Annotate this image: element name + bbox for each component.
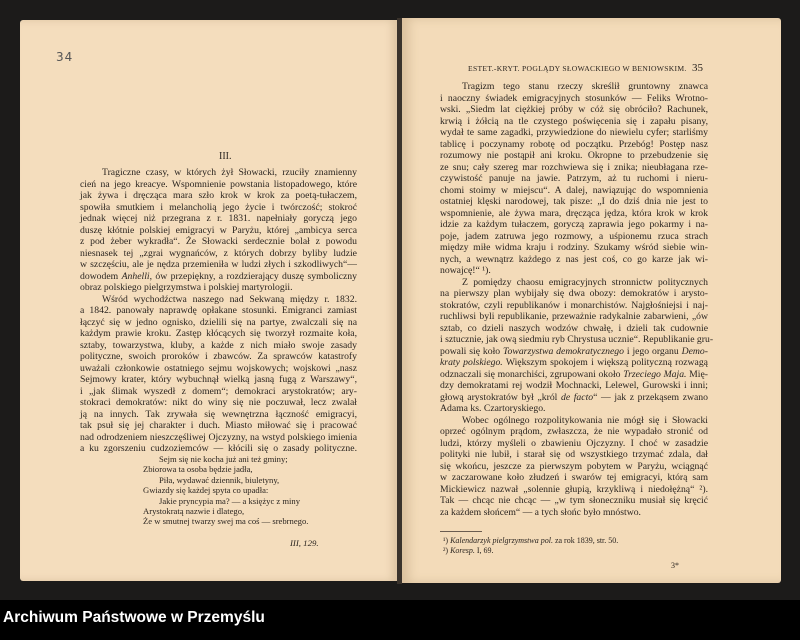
text-line: ostatniej klęski narodowej, tak pisze: „I do dziś dnia nie jest to	[440, 196, 708, 207]
text-line: dzy demokratami rej wodził Mochnacki, Lelewel, Gurowski i inni;	[440, 380, 708, 391]
text-line: się wkońcu, jeszcze za pierwszym pobytem w Paryżu, wciągnąć	[440, 460, 708, 472]
text-line: na pierwszy plan wybijały się dwa obozy: demokratów i arysto-	[440, 288, 708, 299]
text-line: krwią i żółcią na tle czystego poświęcenia się i zapału pisany,	[440, 115, 708, 127]
text-line: za każdem słońcem“ — a tych słońc było mnóstwo.	[440, 506, 641, 518]
text-line: uważali członkowie ostatniego sejmu wojskowych; wojskowi „nasz	[80, 362, 357, 374]
poem-quote	[143, 454, 308, 527]
text-line: a ku zgorszeniu cudzoziemców — kłócili się o zasady polityczne.	[80, 443, 357, 454]
text-line: ją na innych. Tak zrywała się wewnętrzna łączność emigracyi,	[80, 408, 357, 420]
text-line: nych, a wewnątrz każdego z nas jest coś, co go karze jak wi-	[440, 253, 708, 265]
italic-text: Trzeciego Maja.	[623, 368, 687, 380]
text-line: poje, jadem zatruwa jego rozmowy, a uśpionemu rzuca strach	[440, 230, 708, 242]
text-line: obraz polskiego pielgrzymstwa i polskiej martyrologii.	[80, 282, 293, 293]
text-line: wski. „Siedm lat ciężkiej próby w cóż się obróciło? Rachunek,	[440, 104, 708, 115]
text-line: między miłe widma kraju i rodziny. Szukamy wśród siebie win-	[440, 242, 708, 253]
text-segment: Większym spokojem i większą polityczną rozwagą	[502, 357, 708, 368]
right-body-text	[440, 81, 714, 518]
handwritten-page-number: 34	[56, 50, 74, 64]
text-line: ze snu; cały szereg mar rozchwiewa się i znika; nieubłagana rze-	[440, 161, 708, 173]
text-segment: odznaczali się monarchiści, zgrupowani około	[440, 368, 624, 380]
text-segment: i jego organu	[623, 345, 682, 357]
text-line: chomi stoimy w miejscu“. A dalej, nawiązując do wspomnienia	[440, 184, 708, 196]
poem-line: Sejm się nie kocha już ani też gminy;	[159, 454, 288, 464]
text-line: duszę kłótnie polskiej emigracyi w Paryżu, której „ambicya serca	[80, 224, 357, 236]
italic-text: Demo-	[681, 345, 708, 357]
text-line: cień na jego kreacye. Wspomnienie powstania listopadowego, które	[80, 178, 357, 190]
running-head: ESTET.-KRYT. POGLĄDY SŁOWACKIEGO W BENIOWSKIM.	[468, 64, 687, 73]
page-number: 35	[692, 62, 703, 74]
poem-line: Zbiorowa ta osoba będzie jadła,	[143, 464, 253, 475]
text-line: niesnasek tej „zgrai wygnańców, z których dobrzy byliby ludzie	[80, 247, 357, 259]
text-line: Mickiewicz nazwał „solennie głupią, krzykliwą i niedołężną“ ²).	[440, 483, 708, 495]
text-line: sztaby, towarzystwa, kluby, a każde z nich miało swoje zasady	[80, 339, 357, 351]
text-line: a 1842. panowały naprawdę opłakane stosunki. Emigranci zamiast	[80, 305, 357, 316]
text-line: stokratów, czyli republikanów i monarchistów. Najgłośniejsi i naj-	[440, 299, 708, 311]
poem-line: Arystokratą nazwie i dlatego,	[143, 505, 245, 516]
text-segment: Mię-	[686, 368, 708, 380]
text-line: tak psuł się jej charakter i duch. Miasto miłować się i pracować	[80, 420, 357, 431]
text-segment: powali się koło	[440, 345, 504, 357]
text-line: ruchliwsi byli republikanie, przeważnie radykalnie zabarwieni, „ów	[440, 311, 708, 322]
poem-line: Gwiazdy się każdej spyta co upadła:	[143, 485, 269, 496]
text-segment: za rok 1839, str. 50.	[552, 536, 619, 545]
text-line: czywistość panuje na jawie. Patrzym, aż tu ruchomi i nieru-	[440, 173, 708, 184]
text-line: spowiła smutkiem i melancholią jego życie i twórczość; stokroć	[80, 201, 357, 213]
text-line: polityczne, swoich proroków i zbawców. Za sprawców katastrofy	[80, 351, 357, 362]
text-segment: głową arystokratów był „król	[440, 391, 561, 403]
text-line: Wobec ogólnego rozpolitykowania nie mógł się i Słowacki	[462, 414, 708, 426]
text-line: Tak — chcąc nie chcąc — „w tym słoneczniku musiał się kręcić	[440, 495, 708, 506]
text-line: Tragiczne czasy, w których żył Słowacki, rzuciły znamienny	[102, 167, 357, 178]
poem-line: Że w smutnej twarzy swej ma coś — srebrnego.	[143, 516, 309, 527]
text-line: stokraci demokratów: nikt do winy się nie poczuwał, lecz zwalał	[80, 397, 357, 408]
archive-name: Archiwum Państwowe w Przemyślu	[3, 609, 265, 626]
text-line: i naoczny świadek emigracyjnych stosunków — Feliks Wrotno-	[440, 92, 708, 104]
text-line: każdym prawie kroku. Zastęp kłócących się tworzył rozmaite koła,	[80, 328, 357, 339]
text-line: Z pomiędzy chaosu emigracyjnych stronnictw politycznych	[462, 276, 708, 288]
text-line: nad odrodzeniem nieszczęśliwej Ojczyzny, na wstyd polskiego imienia	[80, 431, 357, 443]
italic-text: Towarzystwa demokratycznego	[503, 345, 624, 357]
italic-text: Koresp.	[450, 546, 475, 555]
text-line: tablicę i poczynamy robotę od początku. Przebóg! Postęp nasz	[440, 138, 708, 150]
text-line	[440, 392, 708, 404]
text-line: nowajcę!“ ¹).	[440, 265, 491, 276]
chapter-heading: III.	[219, 151, 232, 162]
text-line	[440, 346, 708, 358]
text-segment: “ — jak z przekąsem zwano	[593, 391, 708, 403]
text-segment: dowodem	[80, 270, 122, 282]
text-line: łączyć się w jedno ognisko, dzielili się na partye, zwalczali się na	[80, 316, 357, 328]
text-line: Adama ks. Czartoryskiego.	[440, 403, 546, 414]
poem-line: Piła, wydawać dziennik, biuletyny,	[159, 474, 280, 485]
text-segment: ¹)	[443, 536, 451, 545]
text-line	[440, 369, 708, 381]
signature-mark: 3*	[671, 561, 679, 570]
italic-text: de facto	[560, 391, 594, 403]
text-line: jak żywa i dręcząca mara szło krok w krok za poetą-tułaczem,	[80, 190, 357, 201]
text-line: ludzi, którzy myśleli o zbawieniu Ojczyzny. I choć w zasadzie	[440, 437, 708, 449]
archive-footer-bar	[0, 600, 800, 640]
italic-text: Anhelli	[121, 270, 150, 282]
poem-source: III, 129.	[290, 538, 319, 548]
text-segment: I, 69.	[474, 546, 494, 555]
book-gutter	[397, 18, 402, 584]
italic-text: Kalendarzyk pielgrzymstwa pol.	[450, 536, 553, 545]
text-line: Sejmowy krater, który wybuchnął wielką jasną fugą z Warszawy“,	[80, 374, 357, 385]
text-line: i sztucznie, jak ową siedmiu ryb Chrystusa ucznie“. Republikanie gru-	[440, 334, 714, 345]
footnote-1	[443, 536, 618, 545]
text-line: Wśród wychodźctwa naszego nad Sekwaną między r. 1832.	[102, 293, 357, 305]
text-line: wydał te same zagadki, przywiedzione do niewielu cyfer; starliśmy	[440, 127, 708, 138]
text-line: wspomnienie, ale żywa mara, dręcząca jędza, która krok w krok	[440, 207, 708, 219]
text-line: Tragizm tego stanu rzeczy skreślił gruntowny znawca	[462, 81, 708, 92]
text-line: w zaczarowane koło złudzeń i swarów tej emigracyi, którą sam	[440, 472, 708, 483]
text-line: idzie za każdym tułaczem, goryczą zaprawia jego pokarmy i na-	[440, 219, 708, 230]
footnote-2	[443, 546, 494, 555]
text-line: rozumowy nie postąpił ani kroku. Okropne to przebudzenie się	[440, 150, 708, 161]
text-line: z pod żeber wykradła“. Że Słowacki serdecznie bolał z powodu	[80, 236, 357, 247]
italic-text: kraty polskiego.	[440, 357, 503, 368]
text-line	[80, 271, 357, 283]
text-line	[440, 357, 708, 369]
text-line: sztab, co dzieli naszych wodzów chwałę, i dzieli tak cudownie	[440, 322, 708, 334]
text-line: w szczęściu, ale je nędza przemieniła w ludzi złych i szkodliwych“—	[80, 259, 357, 270]
text-line: jednak więcej niż przegrana z r. 1831. napełniały goryczą jego	[80, 213, 357, 224]
text-segment: , ów przepiękny, a rozdzierający duszę symboliczny	[149, 270, 357, 282]
text-line: i „jak ślimak wyszedł z domem“; demokraci arystokratów; ary-	[80, 385, 357, 397]
footnote-rule	[440, 531, 482, 532]
text-line: oprzeć ogólnym prądom, zwłaszcza, że nie wypadało stronić od	[440, 426, 708, 437]
text-segment: ²)	[443, 546, 451, 555]
left-body-text	[80, 167, 357, 455]
text-line: polityki nie lubił, i starał się od wszystkiego trzymać zdala, dał	[440, 449, 708, 460]
poem-line: Jakie pryncypia ma? — a księżyc z miny	[159, 495, 301, 506]
